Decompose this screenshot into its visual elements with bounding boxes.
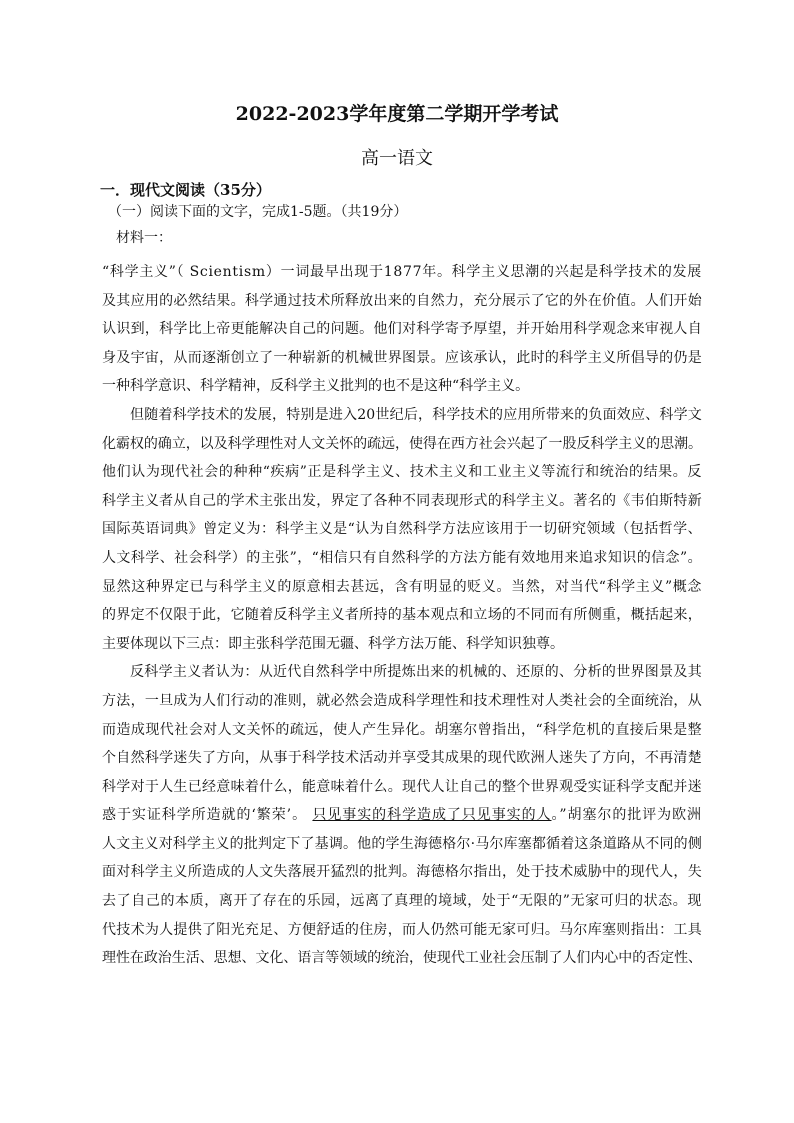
- passage-line: 人文科学、社会科学）的主张”，“相信只有自然科学的方法方能有效地用来追求知识的信念”。: [102, 549, 702, 566]
- passage-line: 国际英语词典》曾定义为：科学主义是“认为自然科学方法应该用于一切研究领域（包括哲学、: [102, 521, 702, 538]
- passage-line: 代技术为人提供了阳光充足、方便舒适的住房，而人仍然可能无家可归。马尔库塞则指出：工具: [102, 921, 702, 938]
- underlined-quote: 只见事实的科学造成了只见事实的人: [312, 807, 552, 824]
- passage-line: 及其应用的必然结果。科学通过技术所释放出来的自然力，充分展示了它的外在价值。人们开始: [102, 292, 702, 309]
- exam-subject: 高一语文: [361, 148, 433, 169]
- passage-line: 人文主义对科学主义的批判定下了基调。他的学生海德格尔·马尔库塞都循着这条道路从不同的侧: [102, 835, 702, 852]
- passage-line: 个自然科学迷失了方向，从事于科学技术活动并享受其成果的现代欧洲人迷失了方向，不再清楚: [102, 750, 702, 767]
- passage-line: 科学主义者从自己的学术主张出发，界定了各种不同表现形式的科学主义。著名的《韦伯斯特新: [102, 492, 702, 509]
- passage-line: 但随着科学技术的发展，特别是进入20世纪后，科学技术的应用所带来的负面效应、科学文: [130, 406, 702, 423]
- passage-line: 一种科学意识、科学精神，反科学主义批判的也不是这种“科学主义。: [102, 378, 530, 395]
- passage-line: 他们认为现代社会的种种“疾病”正是科学主义、技术主义和工业主义等流行和统治的结果。反: [102, 464, 702, 481]
- passage-line: 化霸权的确立，以及科学理性对人文关怀的疏远，使得在西方社会兴起了一股反科学主义的思潮。: [102, 435, 702, 452]
- passage-line: 反科学主义者认为：从近代自然科学中所提炼出来的机械的、还原的、分析的世界图景及其: [130, 664, 702, 681]
- passage-line: “科学主义”（ Scientism）一词最早出现于1877年。科学主义思潮的兴起是科学技术的发展: [102, 264, 702, 280]
- passage-line: 身及宇宙，从而逐渐创立了一种崭新的机械世界图景。应该承认，此时的科学主义所倡导的仍是: [102, 349, 702, 366]
- passage-line: 科学对于人生已经意味着什么，能意味着什么。现代人让自己的整个世界观受实证科学支配并迷: [102, 778, 702, 795]
- section-heading: 一．现代文阅读（35分）: [100, 181, 271, 199]
- passage-line: 方法，一旦成为人们行动的准则，就必然会造成科学理性和技术理性对人类社会的全面统治，从: [102, 692, 702, 709]
- line-text: 惑于实证科学所造就的‘繁荣’。: [102, 807, 308, 824]
- passage-line: 的界定不仅限于此，它随着反科学主义者所持的基本观点和立场的不同而有所侧重，概括起来，: [102, 607, 702, 624]
- material-label: 材料一：: [116, 230, 172, 246]
- passage-body: [102, 258, 702, 973]
- passage-line: [102, 801, 702, 830]
- passage-line: 主要体现以下三点：即主张科学范围无疆、科学方法万能、科学知识独尊。: [102, 635, 564, 652]
- exam-title: 2022-2023学年度第二学期开学考试: [235, 103, 559, 125]
- passage-line: 面对科学主义所造成的人文失落展开猛烈的批判。海德格尔指出，处于技术威胁中的现代人，失: [102, 864, 702, 881]
- passage-line: 去了自己的本质，离开了存在的乐园，远离了真理的境域，处于“无限的”无家可归的状态。现: [102, 893, 702, 910]
- passage-line: 而造成现代社会对人文关怀的疏远，使人产生异化。胡塞尔曾指出，“科学危机的直接后果是整: [102, 721, 702, 738]
- question-instruction: （一）阅读下面的文字，完成1-5题。（共19分）: [108, 204, 408, 220]
- passage-line: 认识到，科学比上帝更能解决自己的问题。他们对科学寄予厚望，并开始用科学观念来审视人自: [102, 321, 702, 338]
- passage-line: 理性在政治生活、思想、文化、语言等领域的统治，使现代工业社会压制了人们内心中的否定性、: [102, 950, 702, 967]
- passage-line: 显然这种界定已与科学主义的原意相去甚远，含有明显的贬义。当然，对当代“科学主义”概念: [102, 578, 702, 595]
- line-text: 。”胡塞尔的批评为欧洲: [551, 807, 702, 824]
